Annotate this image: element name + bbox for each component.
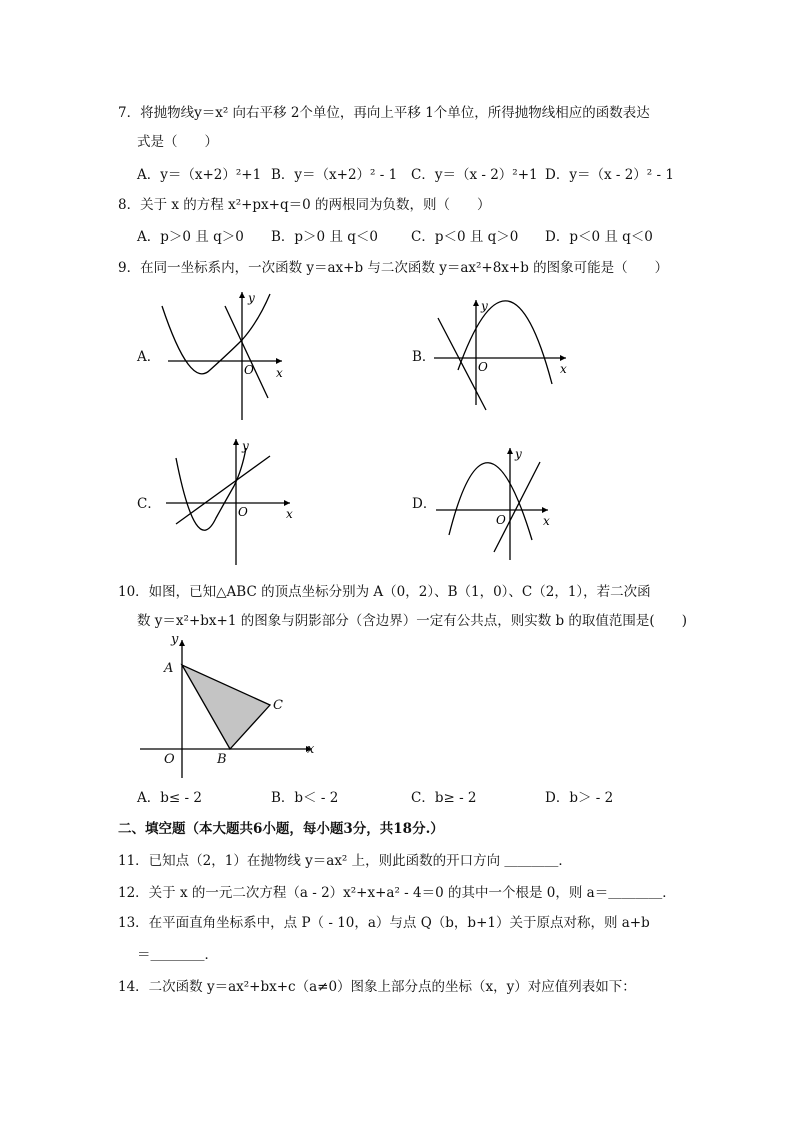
- q10-label-c: C: [273, 698, 283, 713]
- svg-text:O: O: [496, 513, 506, 527]
- svg-text:x: x: [286, 507, 293, 521]
- q8-option-b[interactable]: B．p＞0 且 q＜0: [271, 229, 378, 245]
- q7-stem-line2: 式是（ ）: [137, 134, 218, 150]
- q8-option-a[interactable]: A．p＞0 且 q＞0: [137, 229, 244, 245]
- svg-text:y: y: [248, 291, 255, 305]
- q7-option-d[interactable]: D．y＝（x - 2）² - 1: [545, 167, 674, 183]
- q7-option-b[interactable]: B．y＝（x+2）² - 1: [271, 167, 398, 183]
- svg-text:O: O: [244, 363, 254, 377]
- q8-option-c[interactable]: C．p＜0 且 q＞0: [411, 229, 519, 245]
- q14-stem: 14．二次函数 y＝ax²+bx+c（a≠0）图象上部分点的坐标（x，y）对应值列表如下：: [118, 979, 636, 995]
- q10-label-x: x: [307, 742, 315, 757]
- q13-stem-line1: 13．在平面直角坐标系中，点 P（ - 10，a）与点 Q（b，b+1）关于原点对称，则 a+b: [118, 915, 650, 931]
- section-2-title: 二、填空题（本大题共6小题，每小题3分，共18分.）: [118, 821, 444, 837]
- q11-stem: 11．已知点（2，1）在抛物线 y＝ax² 上，则此函数的开口方向 ＿＿＿＿．: [118, 853, 572, 869]
- q8-stem: 8．关于 x 的方程 x²+px+q＝0 的两根同为负数，则（ ）: [118, 197, 491, 213]
- q10-option-b[interactable]: B．b＜ - 2: [271, 790, 339, 806]
- svg-text:y: y: [242, 439, 249, 453]
- q9-graph-d-label[interactable]: D．: [412, 496, 437, 512]
- svg-text:x: x: [276, 366, 283, 380]
- q10-option-a[interactable]: A．b≤ - 2: [137, 790, 202, 806]
- svg-text:y: y: [481, 299, 488, 313]
- q13-stem-line2: ＝＿＿＿＿．: [137, 947, 218, 963]
- q9-graph-b-label[interactable]: B．: [412, 349, 436, 365]
- svg-text:O: O: [478, 360, 488, 374]
- q7-stem-line1: 7．将抛物线y＝x² 向右平移 2个单位，再向上平移 1个单位，所得抛物线相应的函数表达: [118, 105, 650, 121]
- q10-label-o: O: [164, 752, 175, 767]
- q10-option-c[interactable]: C．b≥ - 2: [411, 790, 477, 806]
- q10-label-b: B: [217, 752, 227, 767]
- svg-text:y: y: [515, 447, 522, 461]
- q10-stem-line1: 10．如图，已知△ABC 的顶点坐标分别为 A（0，2）、B（1，0）、C（2，1），若二次函: [118, 584, 651, 600]
- svg-text:x: x: [560, 362, 567, 376]
- q8-option-d[interactable]: D．p＜0 且 q＜0: [545, 229, 653, 245]
- q10-label-a: A: [164, 661, 174, 676]
- q10-option-d[interactable]: D．b＞ - 2: [545, 790, 614, 806]
- q7-option-c[interactable]: C．y＝（x - 2）²+1: [411, 167, 538, 183]
- q10-label-y: y: [171, 632, 179, 647]
- q7-option-a[interactable]: A．y＝（x+2）²+1: [137, 167, 262, 183]
- q10-stem-line2: 数 y＝x²+bx+1 的图象与阴影部分（含边界）一定有公共点，则实数 b 的取值范围是( ): [137, 613, 687, 629]
- svg-text:x: x: [543, 514, 550, 528]
- q9-graph-c-label[interactable]: C．: [137, 496, 161, 512]
- q9-graph-a-label[interactable]: A．: [137, 349, 161, 365]
- shaded-triangle-abc: [182, 665, 270, 749]
- q12-stem: 12．关于 x 的一元二次方程（a - 2）x²+x+a² - 4＝0 的其中一个根是 0，则 a＝＿＿＿＿．: [118, 885, 676, 901]
- q9-stem: 9．在同一坐标系内，一次函数 y＝ax+b 与二次函数 y＝ax²+8x+b 的图象可能是（ ）: [118, 260, 669, 276]
- svg-text:O: O: [238, 505, 248, 519]
